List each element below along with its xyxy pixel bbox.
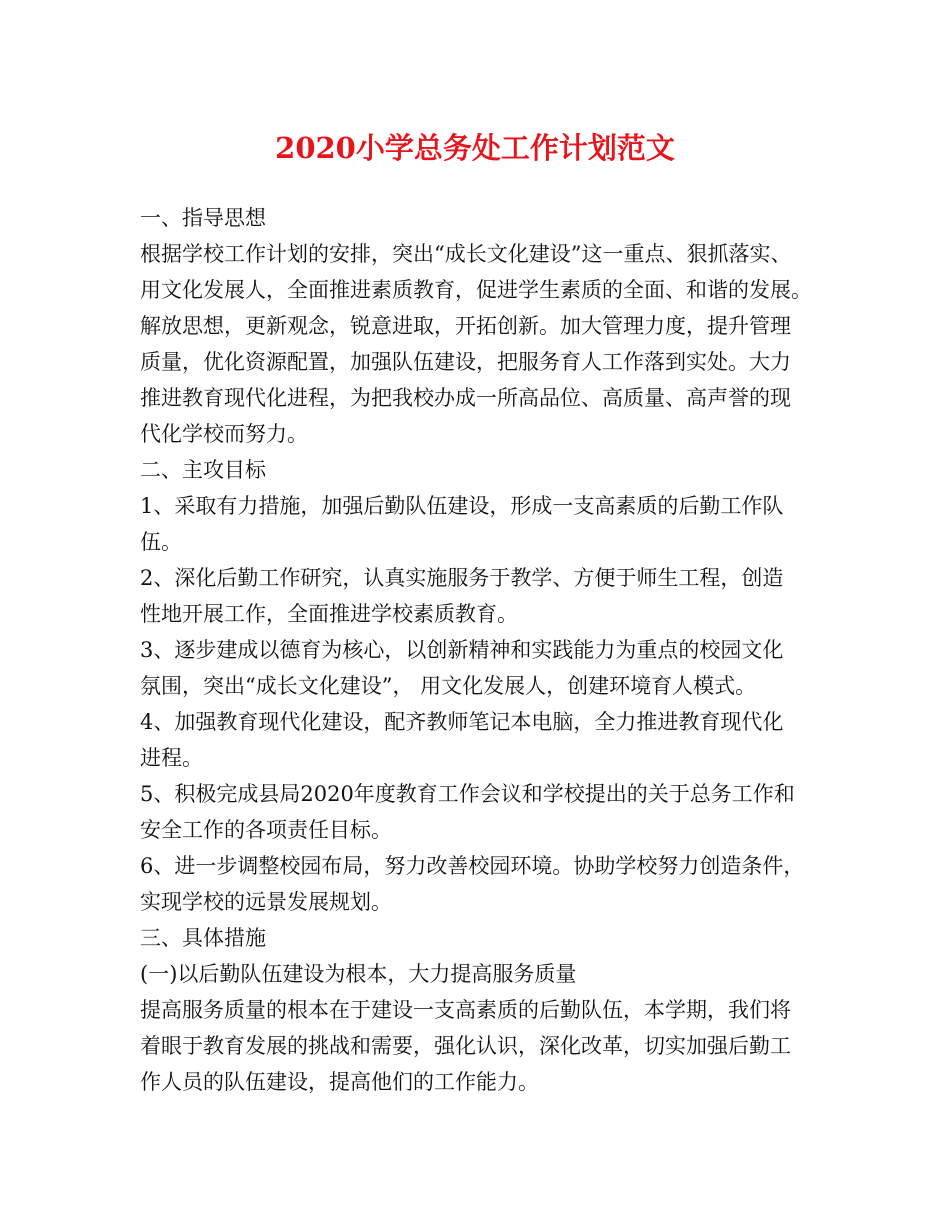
paragraph-line: 用文化发展人，全面推进素质教育，促进学生素质的全面、和谐的发展。 [140, 278, 812, 302]
paragraph-line: 推进教育现代化进程，为把我校办成一所高品位、高质量、高声誉的现 [140, 386, 791, 410]
section-heading: 三、具体措施 [140, 926, 266, 950]
document-body [140, 200, 830, 1100]
list-item-line: 3、逐步建成以德育为核心，以创新精神和实践能力为重点的校园文化 [140, 638, 784, 662]
paragraph-line: 着眼于教育发展的挑战和需要，强化认识，深化改革，切实加强后勤工 [140, 1034, 791, 1058]
document-title: 2020小学总务处工作计划范文 [275, 131, 675, 165]
section-heading: 二、主攻目标 [140, 458, 266, 482]
paragraph-line: 提高服务质量的根本在于建设一支高素质的后勤队伍，本学期，我们将 [140, 998, 791, 1022]
paragraph-line: 解放思想，更新观念，锐意进取，开拓创新。加大管理力度，提升管理 [140, 314, 791, 338]
paragraph-line: 质量，优化资源配置，加强队伍建设，把服务育人工作落到实处。大力 [140, 350, 791, 374]
list-item-line: 进程。 [140, 746, 203, 770]
list-item-line: 1、采取有力措施，加强后勤队伍建设，形成一支高素质的后勤工作队 [140, 494, 784, 518]
list-item-line: 氛围，突出“成长文化建设”， 用文化发展人，创建环境育人模式。 [140, 674, 757, 698]
list-item-line: 2、深化后勤工作研究，认真实施服务于教学、方便于师生工程，创造 [140, 566, 784, 590]
paragraph-line: 作人员的队伍建设，提高他们的工作能力。 [140, 1070, 539, 1094]
section-heading: 一、指导思想 [140, 206, 266, 230]
list-item-line: 伍。 [140, 530, 182, 554]
list-item-line: 5、积极完成县局2020年度教育工作会议和学校提出的关于总务工作和 [140, 782, 795, 806]
list-item-line: 实现学校的远景发展规划。 [140, 890, 392, 914]
list-item-line: 安全工作的各项责任目标。 [140, 818, 392, 842]
list-item-line: 性地开展工作，全面推进学校素质教育。 [140, 602, 518, 626]
paragraph-line: 根据学校工作计划的安排，突出“成长文化建设”这一重点、狠抓落实、 [140, 242, 792, 266]
list-item-line: 4、加强教育现代化建设，配齐教师笔记本电脑，全力推进教育现代化 [140, 710, 784, 734]
paragraph-line: 代化学校而努力。 [140, 422, 308, 446]
list-item-line: 6、进一步调整校园布局，努力改善校园环境。协助学校努力创造条件， [140, 854, 805, 878]
subsection-heading: (一)以后勤队伍建设为根本，大力提高服务质量 [140, 962, 577, 986]
